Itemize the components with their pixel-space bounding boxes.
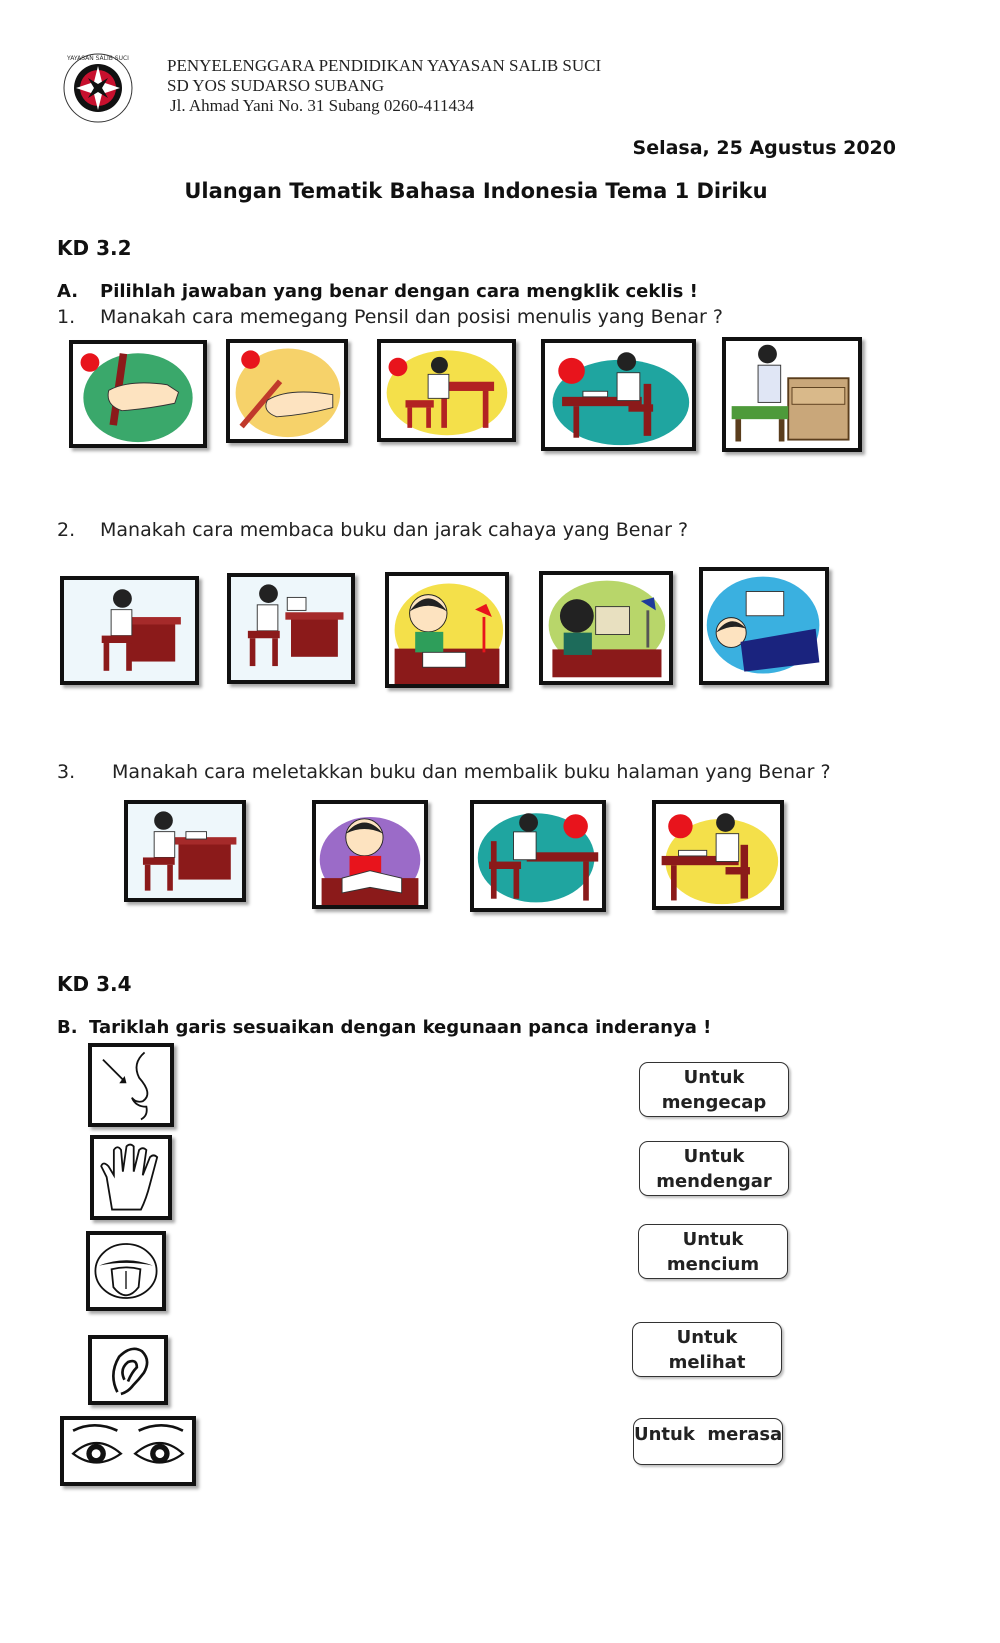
question-1-number: 1. — [57, 306, 76, 328]
option-mengecap[interactable] — [639, 1062, 789, 1117]
logo-ring-text: YAYASAN SALIB SUCI — [67, 55, 129, 62]
option-melihat-line2: melihat — [668, 1351, 746, 1373]
option-mencium-line1: Untuk — [682, 1228, 744, 1250]
q3-option-1[interactable] — [124, 800, 246, 902]
eyes-icon[interactable] — [60, 1416, 196, 1486]
question-2-number: 2. — [57, 519, 76, 541]
red-dot — [81, 353, 100, 372]
q2-option-1[interactable] — [60, 576, 199, 685]
question-1-text: Manakah cara memegang Pensil dan posisi menulis yang Benar ? — [100, 306, 723, 328]
option-mendengar-line2: mendengar — [656, 1170, 772, 1192]
school-logo — [62, 52, 134, 124]
kd-3-2-heading: KD 3.2 — [57, 236, 132, 260]
q3-option-2[interactable] — [312, 800, 428, 909]
red-dot — [563, 814, 587, 838]
option-mendengar[interactable] — [639, 1141, 789, 1196]
option-merasa-label: Untuk merasa — [634, 1424, 783, 1445]
option-melihat[interactable] — [632, 1322, 782, 1377]
q1-option-4[interactable] — [541, 339, 696, 451]
q1-option-3[interactable] — [377, 339, 516, 442]
q2-option-2[interactable] — [227, 573, 355, 684]
tongue-icon[interactable] — [86, 1231, 166, 1311]
date: Selasa, 25 Agustus 2020 — [632, 137, 896, 159]
q1-option-2[interactable] — [226, 339, 348, 443]
q2-option-4[interactable] — [539, 571, 673, 685]
part-b-letter: B. — [57, 1017, 78, 1038]
red-dot — [389, 358, 408, 376]
option-mengecap-line1: Untuk — [683, 1066, 745, 1088]
q1-option-1[interactable] — [69, 340, 207, 448]
option-mendengar-line1: Untuk — [683, 1145, 745, 1167]
part-a-instruction: Pilihlah jawaban yang benar dengan cara mengklik ceklis ! — [100, 281, 698, 302]
kd-3-4-heading: KD 3.4 — [57, 972, 132, 996]
header-foundation: PENYELENGGARA PENDIDIKAN YAYASAN SALIB SUCI — [167, 56, 602, 75]
q3-option-3[interactable] — [470, 800, 606, 912]
q2-option-5[interactable] — [699, 567, 829, 685]
q3-option-4[interactable] — [652, 800, 784, 910]
question-2-text: Manakah cara membaca buku dan jarak cahaya yang Benar ? — [100, 519, 689, 541]
option-mencium[interactable] — [638, 1224, 788, 1279]
question-3-number: 3. — [57, 761, 76, 783]
q2-option-3[interactable] — [385, 572, 509, 688]
header-school: SD YOS SUDARSO SUBANG — [167, 76, 385, 95]
part-a-letter: A. — [57, 281, 79, 302]
option-mengecap-line2: mengecap — [661, 1091, 767, 1113]
q1-option-5[interactable] — [722, 337, 862, 452]
red-dot — [558, 358, 585, 384]
question-3-text: Manakah cara meletakkan buku dan membalik buku halaman yang Benar ? — [112, 761, 831, 783]
hand-icon[interactable] — [90, 1135, 172, 1220]
header-address: Jl. Ahmad Yani No. 31 Subang 0260-411434 — [170, 96, 474, 115]
red-dot — [241, 350, 260, 368]
ear-icon[interactable] — [88, 1335, 168, 1405]
red-dot — [668, 814, 692, 838]
part-b-instruction: Tariklah garis sesuaikan dengan kegunaan panca inderanya ! — [89, 1017, 712, 1038]
nose-icon[interactable] — [88, 1043, 174, 1127]
page-title: Ulangan Tematik Bahasa Indonesia Tema 1 Diriku — [184, 179, 768, 203]
option-merasa[interactable] — [633, 1418, 783, 1465]
option-mencium-line2: mencium — [666, 1253, 760, 1275]
option-melihat-line1: Untuk — [676, 1326, 738, 1348]
